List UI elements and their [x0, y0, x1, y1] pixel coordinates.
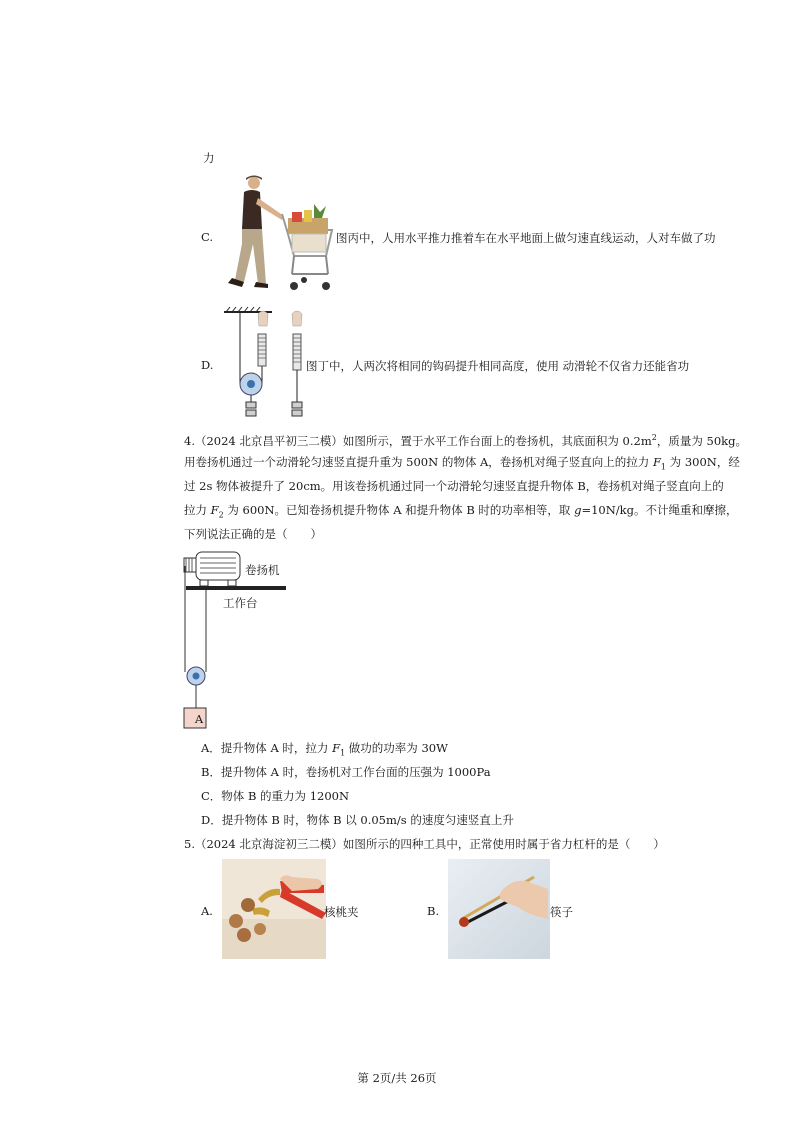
option-d-text: 图丁中，人两次将相同的钩码提升相同高度，使用 动滑轮不仅省力还能省功 — [306, 359, 690, 373]
q4-option-c: C．物体 B 的重力为 1200N — [201, 789, 350, 803]
winch-diagram — [180, 546, 300, 736]
q4-option-b: B．提升物体 A 时，卷扬机对工作台面的压强为 1000Pa — [201, 765, 491, 779]
q5-option-b-label: B. — [427, 904, 440, 918]
q4-line-2: 用卷扬机通过一个动滑轮匀速竖直提升重为 500N 的物体 A，卷扬机对绳子竖直向上的拉力 $F_1$ 为 300N，经 — [184, 455, 740, 472]
text-fragment: 力 — [203, 151, 215, 165]
q5-option-b-text: 筷子 — [550, 905, 573, 919]
worktable-label: 工作台 — [223, 596, 258, 610]
q5-line: 5.（2024 北京海淀初三二模）如图所示的四种工具中，正常使用时属于省力杠杆的是（ ） — [184, 837, 665, 851]
option-d-label: D. — [201, 358, 214, 372]
option-c-text: 图丙中，人用水平推力推着车在水平地面上做匀速直线运动，人对车做了功 — [336, 231, 716, 245]
q4-line-3: 过 2s 物体被提升了 20cm。用该卷扬机通过同一个动滑轮匀速竖直提升物体 B，卷扬机对绳子竖直向上的 — [184, 479, 724, 493]
shopping-cart-photo — [222, 174, 336, 298]
q4-option-d: D．提升物体 B 时，物体 B 以 0.05m/s 的速度匀速竖直上升 — [201, 813, 514, 827]
winch-label: 卷扬机 — [245, 563, 280, 577]
q4-line-5: 下列说法正确的是（ ） — [184, 527, 322, 541]
q4-line-4: 拉力 $F_2$ 为 600N。已知卷扬机提升物体 A 和提升物体 B 时的功率相等，取 g=10N/kg。不计绳重和摩擦， — [184, 503, 738, 520]
object-a-label: A — [194, 712, 204, 726]
q5-option-a-label: A. — [201, 904, 213, 918]
nutcracker-photo — [222, 859, 326, 959]
q4-option-a: A．提升物体 A 时，拉力 $F_1$ 做功的功率为 30W — [201, 741, 448, 758]
option-c-label: C. — [201, 230, 214, 244]
q5-option-a-text: 核桃夹 — [324, 905, 359, 919]
pulley-hook-diagram — [222, 306, 312, 420]
chopsticks-photo — [448, 859, 550, 959]
q4-line-1: 4.（2024 北京昌平初三二模）如图所示，置于水平工作台面上的卷扬机，其底面积为 $0.2m^2$，质量为 50kg。 — [184, 433, 747, 448]
page-number: 第 2页/共 26页 — [357, 1071, 437, 1085]
